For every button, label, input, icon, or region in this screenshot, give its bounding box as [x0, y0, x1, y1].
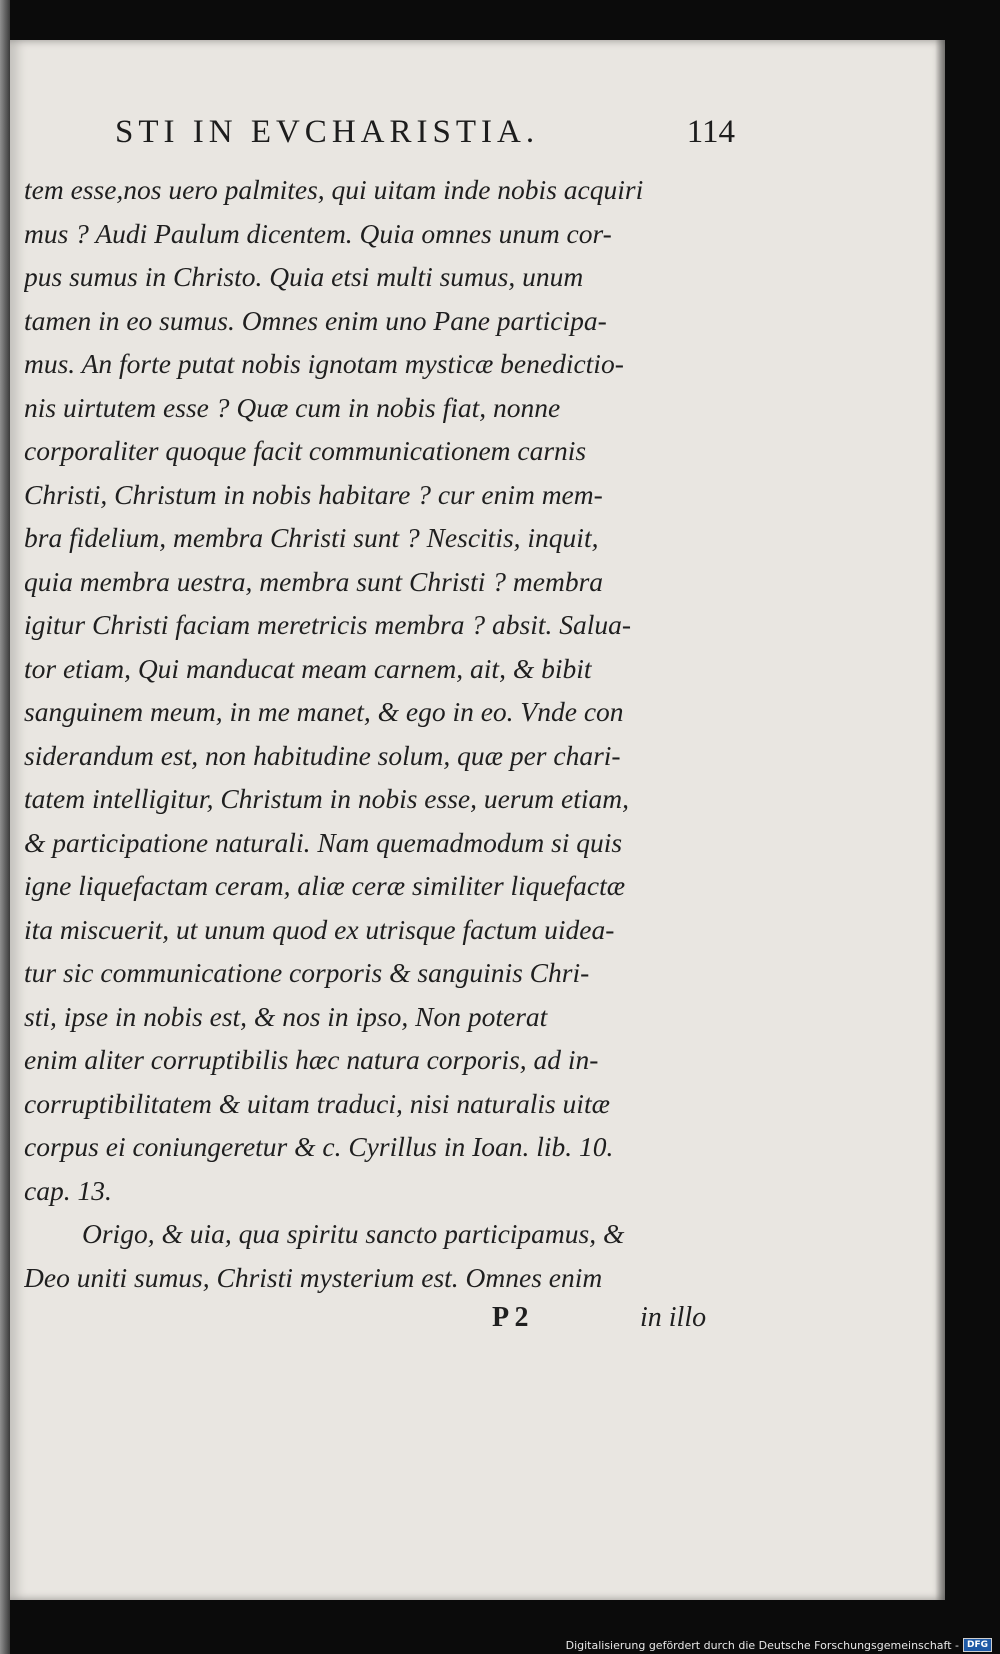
text-line: mus. An forte putat nobis ignotam mysticæ benedictio- [24, 348, 624, 379]
text-line: sanguinem meum, in me manet, & ego in eo. Vnde con [24, 696, 624, 727]
digitization-credit [566, 1638, 992, 1652]
text-line: enim aliter corruptibilis hæc natura corporis, ad in- [24, 1044, 599, 1075]
text-line: Deo uniti sumus, Christi mysterium est. Omnes enim [24, 1261, 603, 1293]
text-line: quia membra uestra, membra sunt Christi ? membra [24, 565, 604, 597]
book-page [10, 40, 945, 1600]
text-line: tor etiam, Qui manducat meam carnem, ait, & bibit [24, 652, 592, 684]
catchword-line [10, 1302, 710, 1342]
signature-mark: P 2 [492, 1302, 529, 1333]
text-line: ita miscuerit, ut unum quod ex utrisque factum uidea- [24, 913, 615, 945]
text-line: corpus ei coniungeretur & c. Cyrillus in Ioan. lib. 10. [24, 1131, 614, 1162]
text-line-paragraph-start: Origo, & uia, qua spiritu sancto participamus, & [82, 1218, 625, 1249]
text-line: nis uirtutem esse ? Quæ cum in nobis fiat, nonne [24, 391, 561, 423]
running-head: STI IN EVCHARISTIA. [115, 114, 540, 150]
text-line: tamen in eo sumus. Omnes enim uno Pane participa- [24, 304, 607, 336]
text-line: bra fidelium, membra Christi sunt ? Nescitis, inquit, [24, 522, 599, 553]
text-line: mus ? Audi Paulum dicentem. Quia omnes unum cor- [24, 217, 612, 249]
text-line: siderandum est, non habitudine solum, quæ per chari- [24, 739, 621, 771]
text-line: pus sumus in Christo. Quia etsi multi sumus, unum [24, 261, 584, 292]
text-line: igne liquefactam ceram, aliæ ceræ similiter liquefactæ [24, 870, 626, 901]
text-line: cap. 13. [24, 1174, 112, 1206]
text-line: Christi, Christum in nobis habitare ? cur enim mem- [24, 478, 603, 510]
page-number: 114 [686, 114, 735, 150]
text-line: corporaliter quoque facit communicationem carnis [24, 435, 587, 466]
text-line: corruptibilitatem & uitam traduci, nisi naturalis uitæ [24, 1087, 610, 1119]
text-line: igitur Christi faciam meretricis membra ? absit. Salua- [24, 609, 632, 640]
text-line: tur sic communicatione corporis & sanguinis Chri- [24, 957, 590, 988]
dfg-logo: DFG [963, 1638, 992, 1652]
text-line: tem esse,nos uero palmites, qui uitam inde nobis acquiri [24, 174, 644, 205]
text-line: tatem intelligitur, Christum in nobis esse, uerum etiam, [24, 783, 629, 814]
book-spine-edge [0, 0, 10, 1654]
body-text [24, 168, 714, 1299]
text-line: & participatione naturali. Nam quemadmodum si quis [24, 826, 623, 858]
catchword: in illo [640, 1302, 707, 1333]
credit-text: Digitalisierung gefördert durch die Deutsche Forschungsgemeinschaft - [565, 1638, 959, 1652]
text-line: sti, ipse in nobis est, & nos in ipso, Non poterat [24, 1000, 548, 1032]
page-header [115, 114, 735, 160]
